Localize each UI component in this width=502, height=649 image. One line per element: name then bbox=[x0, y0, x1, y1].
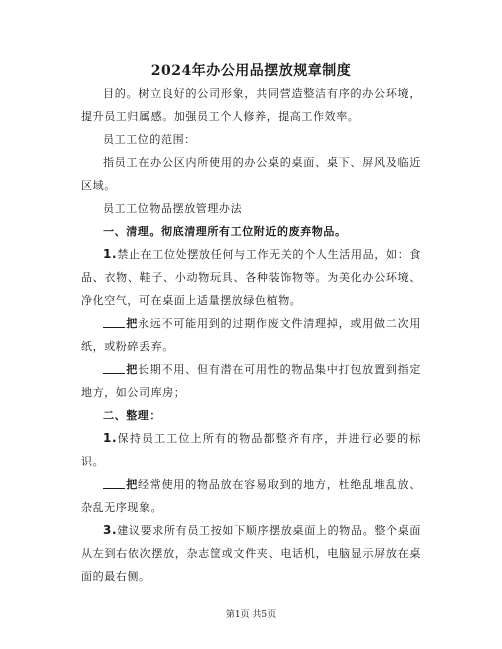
section2-item1 bbox=[81, 427, 421, 473]
section2-item2-text: 经常使用的物品放在容易取到的地方，杜绝乱堆乱放、杂乱无序现象。 bbox=[81, 478, 421, 514]
section1-item3-lead: 把 bbox=[126, 363, 138, 376]
section2-item3 bbox=[81, 519, 421, 588]
section1-item2 bbox=[81, 312, 421, 358]
blank-line bbox=[103, 362, 125, 374]
scope-heading: 员工工位的范围： bbox=[103, 133, 196, 146]
section1-item3 bbox=[81, 358, 421, 404]
section1-heading: 一、清理。彻底清理所有工位附近的废弃物品。 bbox=[103, 225, 347, 238]
section1-item3-text: 长期不用、但有潜在可用性的物品集中打包放置到指定地方，如公司库房； bbox=[81, 363, 421, 399]
section2-item3-text: 建议要求所有员工按如下顺序摆放桌面上的物品。整个桌面从左到右依次摆放，杂志筐或文件夹、电话机，电脑显示屏放在桌面的最右侧。 bbox=[81, 524, 421, 583]
section1-item2-lead: 把 bbox=[126, 317, 138, 330]
section1-item1-number: 1. bbox=[103, 247, 118, 261]
blank-line bbox=[103, 477, 125, 489]
section2-item2-lead: 把 bbox=[126, 478, 138, 491]
section1-item2-text: 永远不可能用到的过期作废文件清理掉，或用做二次用纸，或粉碎丢弃。 bbox=[81, 317, 421, 353]
section2-item1-text: 保持员工工位上所有的物品都整齐有序，并进行必要的标识。 bbox=[81, 432, 421, 468]
intro-paragraph: 目的。树立良好的公司形象，共同营造整洁有序的办公环境，提升员工归属感。加强员工个人修养，提高工作效率。 bbox=[81, 87, 421, 123]
section2-item1-number: 1. bbox=[103, 431, 118, 445]
section2-heading: 二、整理： bbox=[103, 409, 161, 422]
document-title: 2024年办公用品摆放规章制度 bbox=[150, 63, 352, 79]
section1-item1 bbox=[81, 243, 421, 312]
section2-item2 bbox=[81, 473, 421, 519]
section1-item1-text: 禁止在工位处摆放任何与工作无关的个人生活用品，如：食品、衣物、鞋子、小动物玩具、各种装饰物等。为美化办公环境、净化空气，可在桌面上适量摆放绿色植物。 bbox=[81, 248, 421, 307]
document-body bbox=[81, 82, 421, 588]
blank-line bbox=[103, 316, 125, 328]
section2-item3-number: 3. bbox=[103, 523, 118, 537]
scope-paragraph: 指员工在办公区内所使用的办公桌的桌面、桌下、屏风及临近区域。 bbox=[81, 156, 421, 192]
method-heading: 员工工位物品摆放管理办法 bbox=[103, 202, 243, 215]
page-footer: 第1页 共5页 bbox=[225, 610, 277, 620]
